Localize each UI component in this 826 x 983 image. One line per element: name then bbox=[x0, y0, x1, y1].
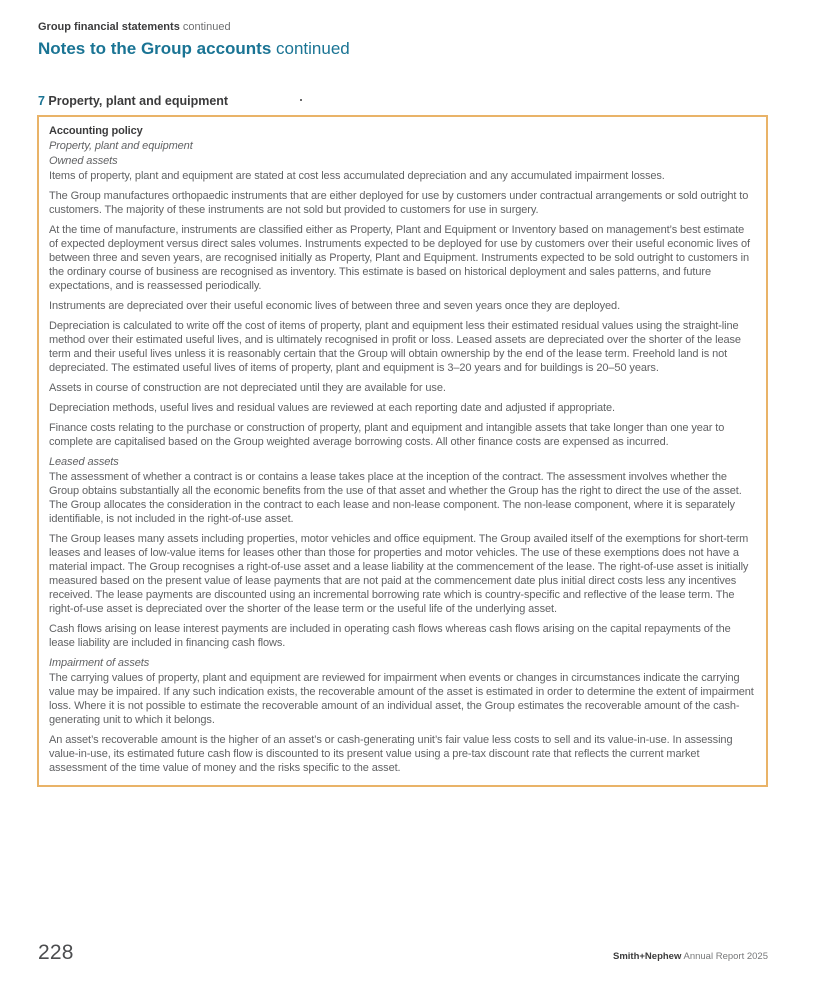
policy-paragraph: Depreciation is calculated to write off the cost of items of property, plant and equipment less their estimated residual values using the straight-line method over their estimated useful lives, and is ultimately recognised in profit or loss. Leased assets are depreciated over the shorter of the lease term and their useful lives unless it is reasonably certain that the Group will obtain ownership by the end of the lease term. Freehold land is not depreciated. The estimated useful lives of items of property, plant and equipment is 3–20 years and for buildings is 20–50 years. bbox=[49, 320, 741, 374]
policy-paragraph: Items of property, plant and equipment are stated at cost less accumulated depreciation and any accumulated impairment losses. bbox=[49, 170, 665, 182]
note-title: Property, plant and equipment bbox=[44, 94, 229, 108]
policy-paragraph: Depreciation methods, useful lives and residual values are reviewed at each reporting date and adjusted if appropriate. bbox=[49, 402, 615, 414]
page-number: 228 bbox=[38, 941, 74, 964]
policy-paragraph: The assessment of whether a contract is or contains a lease takes place at the inception of the contract. The assessment involves whether the Group obtains substantially all the economic benefits from the use of that asset and whether the Group has the right to direct the use of the asset. The Group allocates the consideration in the contract to each lease and non-lease component. The non-lease component, where it is separately identifiable, is not included in the right-of-use asset. bbox=[49, 471, 742, 525]
page-title bbox=[38, 38, 350, 59]
policy-paragraph: Impairment of assets bbox=[49, 657, 150, 669]
policy-paragraph: An asset’s recoverable amount is the higher of an asset’s or cash-generating unit’s fair value less costs to sell and its value-in-use. In assessing value-in-use, its estimated future cash flow is discounted to its present value using a pre-tax discount rate that reflects the current market assessment of the time value of money and the risks specific to the asset. bbox=[49, 734, 733, 774]
footer-report-label: Annual Report 2025 bbox=[681, 951, 768, 962]
policy-paragraph: Finance costs relating to the purchase or construction of property, plant and equipment and intangible assets that take longer than one year to complete are capitalised based on the Group weighted average borrowing costs. All other finance costs are expensed as incurred. bbox=[49, 422, 725, 448]
page-title-bold: Notes to the Group accounts bbox=[38, 39, 272, 58]
stray-dot-mark bbox=[300, 99, 302, 101]
policy-paragraph: The Group leases many assets including properties, motor vehicles and office equipment. The Group availed itself of the exemptions for short-term leases and leases of low-value items for leases other than those for properties and motor vehicles. The use of these exemptions does not have a material impact. The Group recognises a right-of-use asset and a lease liability at the commencement of the lease. The right-of-use asset is initially measured based on the present value of lease payments that are not paid at the commencement date plus initial direct costs less any incentives received. The lease payments are discounted using an incremental borrowing rate which is country-specific and reflective of the lease term. The right-of-use asset is depreciated over the shorter of the lease term or the useful life of the underlying asset. bbox=[49, 533, 749, 615]
report-section-label-bold: Group financial statements bbox=[38, 21, 180, 33]
policy-paragraph: Property, plant and equipment bbox=[49, 140, 193, 152]
page-title-rest: continued bbox=[271, 39, 350, 58]
note-heading bbox=[38, 94, 228, 109]
policy-paragraph: Assets in course of construction are not depreciated until they are available for use. bbox=[49, 382, 446, 394]
policy-paragraph: Cash flows arising on lease interest payments are included in operating cash flows whereas cash flows arising on the capital repayments of the lease liability are included in financing cash flows. bbox=[49, 623, 731, 649]
policy-paragraph: Instruments are depreciated over their useful economic lives of between three and seven years once they are deployed. bbox=[49, 300, 621, 312]
report-section-label-rest: continued bbox=[179, 21, 231, 33]
report-section-label bbox=[38, 20, 231, 34]
footer-brand-name: Smith+Nephew bbox=[613, 951, 682, 962]
policy-paragraph: The Group manufactures orthopaedic instruments that are either deployed for use by customers under contractual arrangements or sold outright to customers. The majority of these instruments are not sold but provided to customers for use in surgery. bbox=[49, 190, 749, 216]
footer-brand-line bbox=[613, 951, 768, 963]
accounting-policy-box bbox=[37, 115, 768, 787]
policy-paragraph: Accounting policy bbox=[49, 125, 143, 137]
policy-paragraph: Leased assets bbox=[49, 456, 119, 468]
policy-paragraph: Owned assets bbox=[49, 155, 118, 167]
note-number: 7 bbox=[38, 94, 45, 108]
policy-paragraph: At the time of manufacture, instruments are classified either as Property, Plant and Equipment or Inventory based on management’s best estimate of expected deployment versus direct sales volumes. Instruments expected to be deployed for use by customers over their useful economic lives of between three and seven years, are recognised initially as Property, Plant and Equipment. Instruments expected to be sold outright to customers in the ordinary course of business are recognised as inventory. This estimate is based on historical deployment and sales patterns, and future expectations, and is reassessed periodically. bbox=[49, 224, 750, 292]
policy-paragraph: The carrying values of property, plant and equipment are reviewed for impairment when events or changes in circumstances indicate the carrying value may be impaired. If any such indication exists, the recoverable amount of the asset is estimated in order to determine the extent of impairment loss. Where it is not possible to estimate the recoverable amount of an individual asset, the Group estimates the recoverable amount of the cash-generating unit to which it belongs. bbox=[49, 672, 754, 726]
